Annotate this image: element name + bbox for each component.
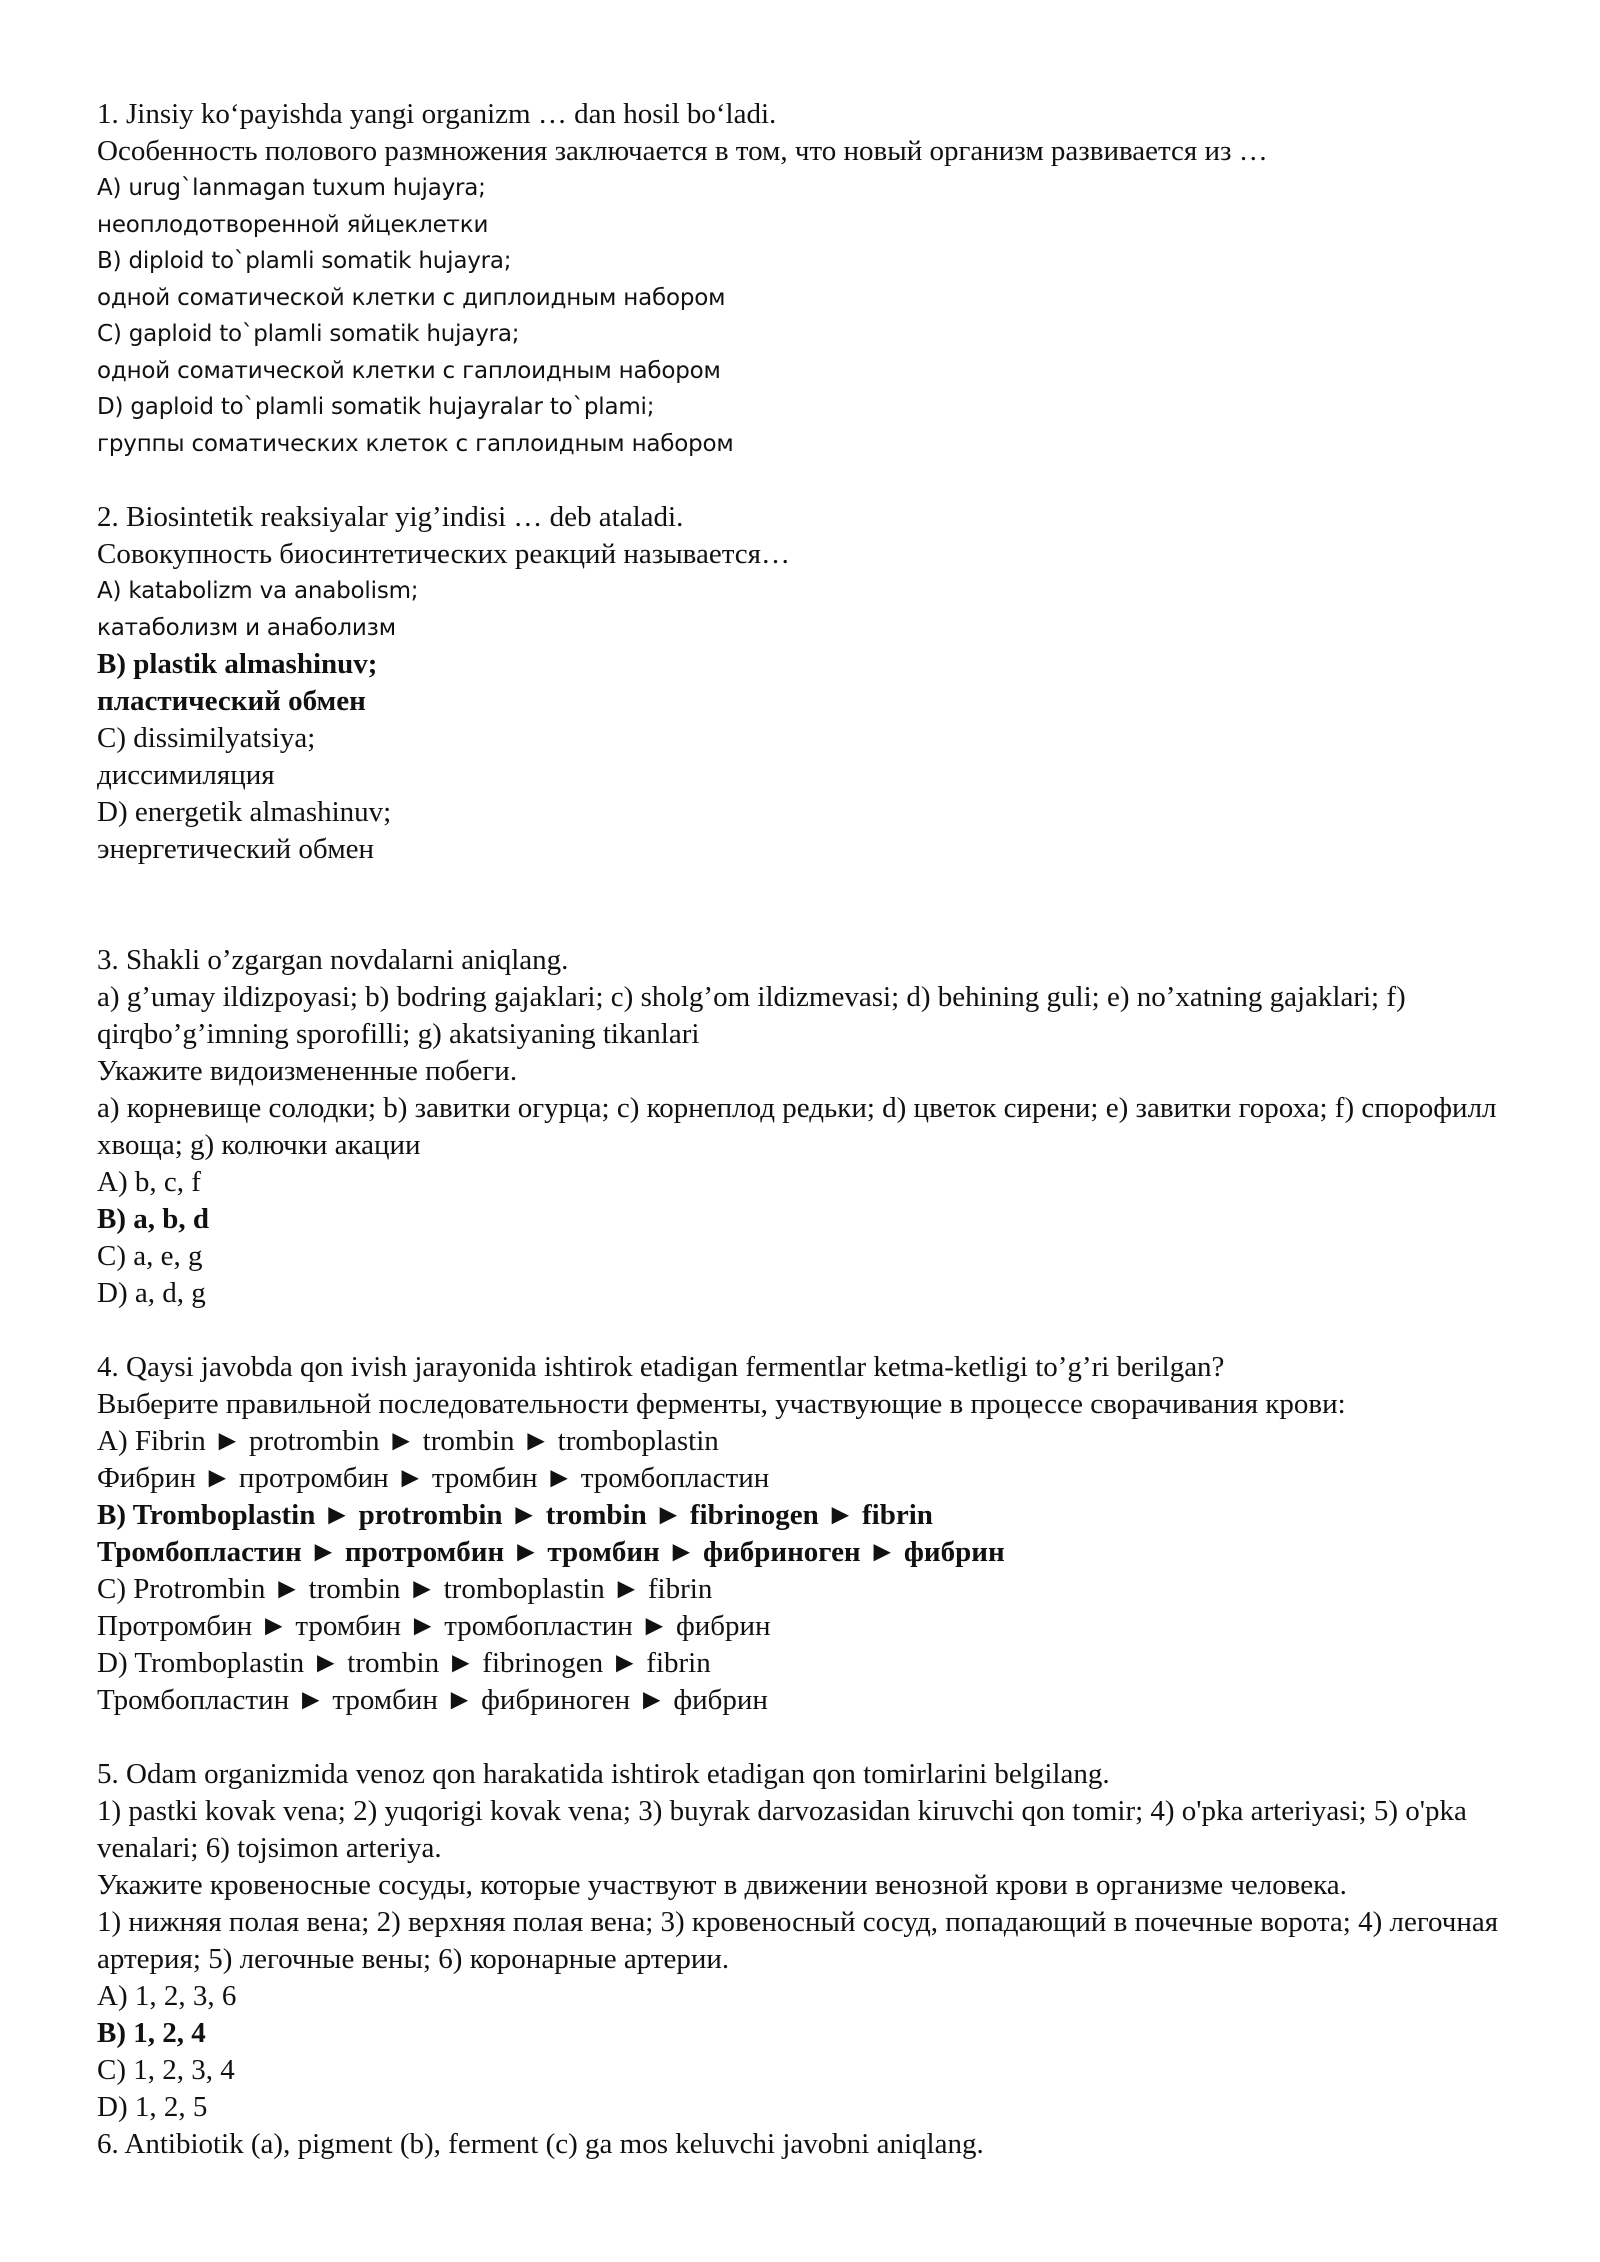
option-a-uz: A) Fibrin ► protrombin ► trombin ► tromboplastin [97,1425,719,1457]
correct-option-b-ru: пластический обмен [97,685,366,717]
option-c-uz: C) gaploid to`plamli somatik hujayra; [97,321,520,347]
question-2 [97,499,1537,868]
option-a: A) b, c, f [97,1166,201,1198]
question-text-ru: Совокупность биосинтетических реакций называется… [97,538,790,570]
option-d: D) 1, 2, 5 [97,2091,208,2123]
spacer [97,868,1537,942]
option-c: C) 1, 2, 3, 4 [97,2054,235,2086]
correct-option-b: B) a, b, d [97,1203,210,1235]
correct-option-b-uz: B) Tromboplastin ► protrombin ► trombin ► fibrinogen ► fibrin [97,1499,933,1531]
question-text-uz: 5. Odam organizmida venoz qon harakatida ishtirok etadigan qon tomirlarini belgilang. [97,1758,1110,1790]
items-list-uz: 1) pastki kovak vena; 2) yuqorigi kovak vena; 3) buyrak darvozasidan kiruvchi qon tomir; 4) o'pka arteriyasi; 5) o'pka venalari; 6) tojsimon arteriya. [97,1795,1467,1864]
question-5 [97,1756,1537,2126]
option-a-uz: A) urug`lanmagan tuxum hujayra; [97,175,486,201]
option-d-uz: D) gaploid to`plamli somatik hujayralar to`plami; [97,394,655,420]
question-4 [97,1349,1537,1719]
option-d-ru: энергетический обмен [97,833,375,865]
option-a-ru: катаболизм и анаболизм [97,614,396,641]
question-text-ru: Выберите правильной последовательности ферменты, участвующие в процессе сворачивания крови: [97,1388,1346,1420]
option-c-uz: C) dissimilyatsiya; [97,722,316,754]
correct-option-b-ru: Тромбопластин ► протромбин ► тромбин ► фибриноген ► фибрин [97,1536,1005,1568]
option-d-ru: группы соматических клеток с гаплоидным набором [97,430,734,457]
option-b-ru: одной соматической клетки с диплоидным набором [97,284,726,311]
option-c-ru: Протромбин ► тромбин ► тромбопластин ► фибрин [97,1610,771,1642]
question-text-ru: Укажите кровеносные сосуды, которые участвуют в движении венозной крови в организме человека. [97,1869,1347,1901]
question-text-ru: Укажите видоизмененные побеги. [97,1055,518,1087]
option-d: D) a, d, g [97,1277,206,1309]
question-6 [97,2126,1537,2163]
option-d-ru: Тромбопластин ► тромбин ► фибриноген ► фибрин [97,1684,768,1716]
spacer [97,1312,1537,1349]
option-a: A) 1, 2, 3, 6 [97,1980,237,2012]
option-d-uz: D) Tromboplastin ► trombin ► fibrinogen ► fibrin [97,1647,711,1679]
question-text-uz: 3. Shakli o’zgargan novdalarni aniqlang. [97,944,569,976]
question-text-uz: 6. Antibiotik (a), pigment (b), ferment (c) ga mos keluvchi javobni aniqlang. [97,2128,984,2160]
items-list-ru: a) корневище солодки; b) завитки огурца; c) корнеплод редьки; d) цветок сирени; e) завитки гороха; f) спорофилл хвоща; g) колючки акации [97,1092,1497,1161]
spacer [97,1719,1537,1756]
question-text-uz: 2. Biosintetik reaksiyalar yig’indisi … deb ataladi. [97,501,684,533]
option-c-ru: диссимиляция [97,759,275,791]
question-text-uz: 1. Jinsiy ko‘payishda yangi organizm … dan hosil bo‘ladi. [97,98,777,130]
document-page [97,96,1537,2163]
question-text-uz: 4. Qaysi javobda qon ivish jarayonida ishtirok etadigan fermentlar ketma-ketligi to’g’ri berilgan? [97,1351,1225,1383]
option-a-ru: Фибрин ► протромбин ► тромбин ► тромбопластин [97,1462,770,1494]
correct-option-b-uz: B) plastik almashinuv; [97,648,378,680]
question-1 [97,96,1537,462]
option-d-uz: D) energetik almashinuv; [97,796,392,828]
correct-option-b: B) 1, 2, 4 [97,2017,206,2049]
option-c: C) a, e, g [97,1240,203,1272]
question-3 [97,942,1537,1312]
option-c-ru: одной соматической клетки с гаплоидным набором [97,357,721,384]
option-b-uz: B) diploid to`plamli somatik hujayra; [97,248,512,274]
spacer [97,462,1537,499]
option-a-uz: A) katabolizm va anabolism; [97,578,419,604]
option-c-uz: C) Protrombin ► trombin ► tromboplastin ► fibrin [97,1573,713,1605]
items-list-ru: 1) нижняя полая вена; 2) верхняя полая вена; 3) кровеносный сосуд, попадающий в почечные ворота; 4) легочная артерия; 5) легочные вены; 6) коронарные артерии. [97,1906,1499,1975]
question-text-ru: Особенность полового размножения заключается в том, что новый организм развивается из … [97,135,1268,167]
items-list-uz: a) g’umay ildizpoyasi; b) bodring gajaklari; c) sholg’om ildizmevasi; d) behining guli; e) no’xatning gajaklari; f) qirqbo’g’imning sporofilli; g) akatsiyaning tikanlari [97,981,1406,1050]
option-a-ru: неоплодотворенной яйцеклетки [97,211,489,238]
